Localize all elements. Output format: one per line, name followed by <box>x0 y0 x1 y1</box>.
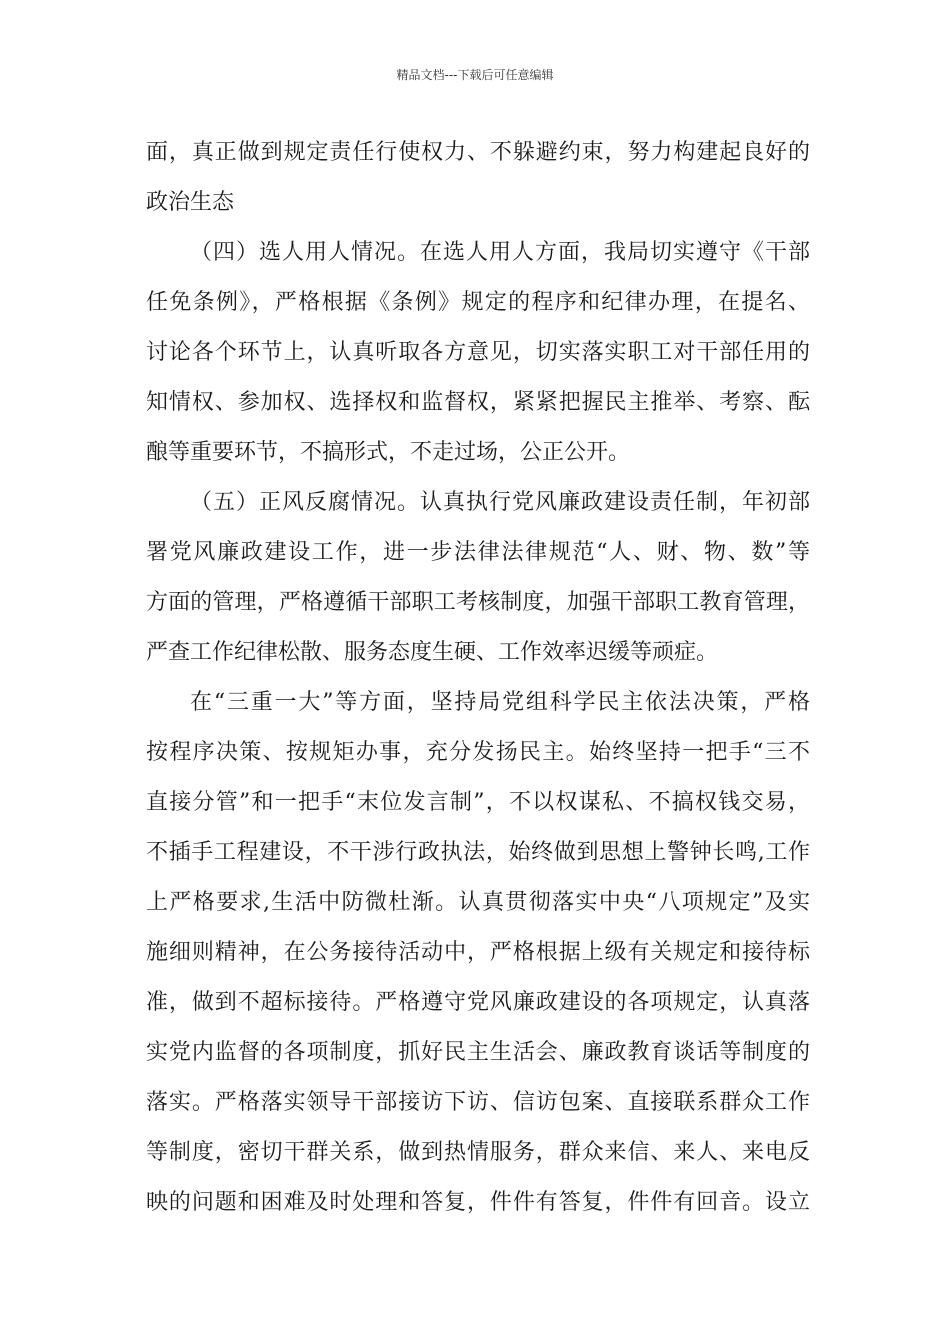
text-line: 讨论各个环节上，认真听取各方意见，切实落实职工对干部任用的 <box>146 340 810 365</box>
document-body <box>146 130 810 1230</box>
text-line: 不插手工程建设，不干涉行政执法，始终做到思想上警钟长鸣,工作 <box>146 840 810 865</box>
text-line: 等制度，密切干群关系，做到热情服务，群众来信、来人、来电反 <box>146 1140 810 1165</box>
text-line: 方面的管理，严格遵循干部职工考核制度，加强干部职工教育管理， <box>146 590 810 615</box>
text-line: 映的问题和困难及时处理和答复，件件有答复，件件有回音。设立 <box>146 1190 810 1215</box>
text-line: 严查工作纪律松散、服务态度生硬、工作效率迟缓等顽症。 <box>146 640 719 665</box>
paragraph <box>146 230 810 480</box>
text-line: 面，真正做到规定责任行使权力、不躲避约束，努力构建起良好的 <box>146 140 810 165</box>
page-header: 精品文档---下载后可任意编辑 <box>396 68 554 82</box>
paragraph <box>146 680 810 1230</box>
text-line: 准，做到不超标接待。严格遵守党风廉政建设的各项规定，认真落 <box>146 990 810 1015</box>
text-line: 直接分管”和一把手“末位发言制”，不以权谋私、不搞权钱交易， <box>146 790 810 815</box>
text-line: 上严格要求,生活中防微杜渐。认真贯彻落实中央“八项规定”及实 <box>146 890 810 915</box>
text-line: 施细则精神，在公务接待活动中，严格根据上级有关规定和接待标 <box>146 940 810 965</box>
paragraph <box>146 480 810 680</box>
text-line: （四）选人用人情况。在选人用人方面，我局切实遵守《干部 <box>190 240 810 265</box>
text-line: （五）正风反腐情况。认真执行党风廉政建设责任制，年初部 <box>190 490 810 515</box>
text-line: 任免条例》，严格根据《条例》规定的程序和纪律办理，在提名、 <box>146 290 810 315</box>
text-line: 知情权、参加权、选择权和监督权，紧紧把握民主推举、考察、酝 <box>146 390 810 415</box>
text-line: 实党内监督的各项制度，抓好民主生活会、廉政教育谈话等制度的 <box>146 1040 810 1065</box>
text-line: 按程序决策、按规矩办事，充分发扬民主。始终坚持一把手“三不 <box>146 740 810 765</box>
text-line: 落实。严格落实领导干部接访下访、信访包案、直接联系群众工作 <box>146 1090 810 1115</box>
paragraph <box>146 130 810 230</box>
text-line: 署党风廉政建设工作，进一步法律法律规范“人、财、物、数”等 <box>146 540 810 565</box>
text-line: 政治生态 <box>146 190 235 215</box>
text-line: 酿等重要环节，不搞形式，不走过场，公正公开。 <box>146 440 631 465</box>
text-line: 在“三重一大”等方面，坚持局党组科学民主依法决策，严格 <box>190 690 810 715</box>
